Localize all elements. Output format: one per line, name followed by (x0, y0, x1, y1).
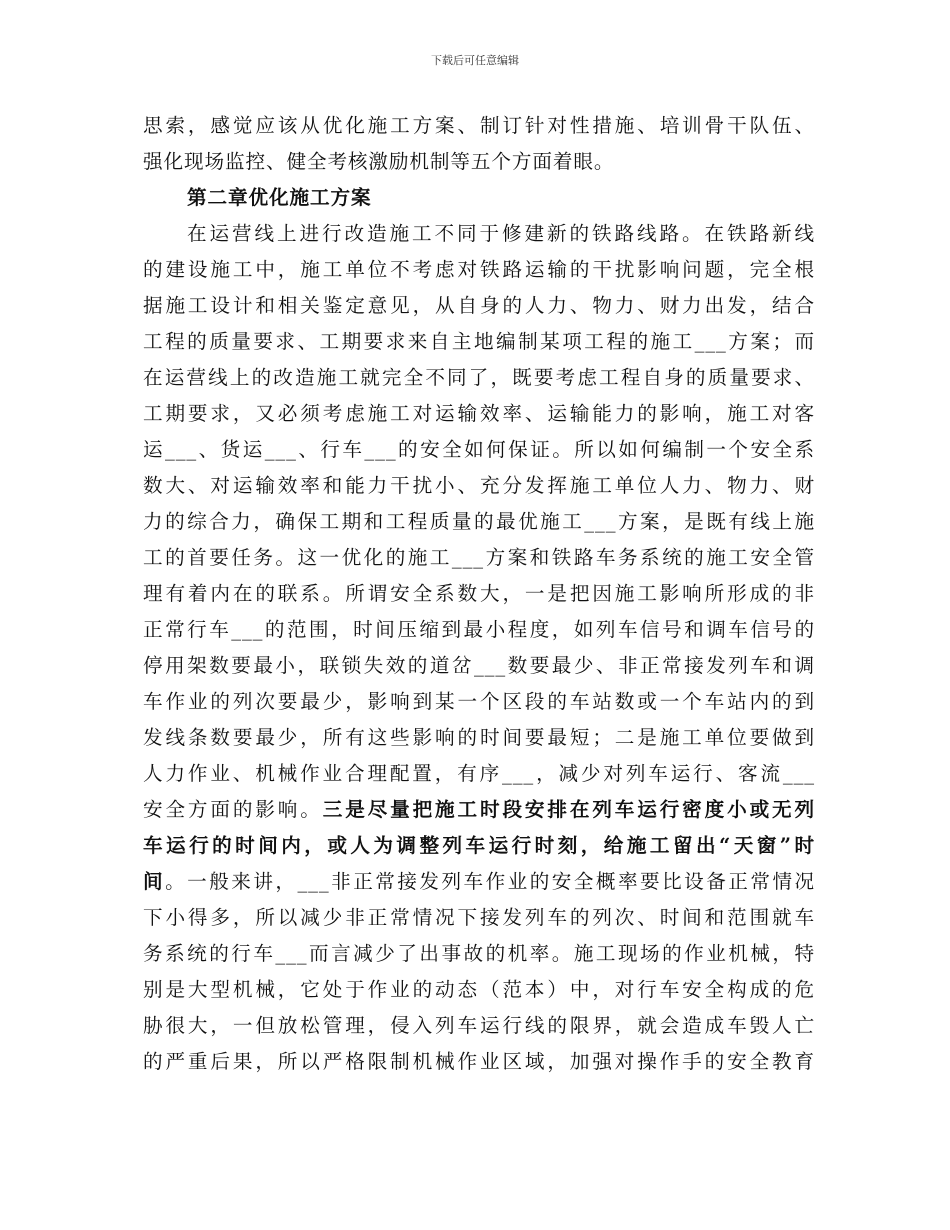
text-line: 的严重后果，所以严格限制机械作业区域，加强对操作手的安全教育 (143, 1050, 815, 1073)
text-line: 力的综合力，确保工期和工程质量的最优施工___方案，是既有线上施 (143, 510, 815, 533)
bold-text-segment: 间 (143, 870, 166, 893)
text-line-mixed (143, 792, 815, 828)
text-line: 理有着内在的联系。所谓安全系数大，一是把因施工影响所形成的非 (143, 582, 815, 605)
text-line: 发线条数要最少，所有这些影响的时间要最短；二是施工单位要做到 (143, 726, 815, 749)
text-line: 据施工设计和相关鉴定意见，从自身的人力、物力、财力出发，结合 (143, 294, 815, 317)
text-line: 数大、对运输效率和能力干扰小、充分发挥施工单位人力、物力、财 (143, 474, 815, 497)
text-line-mixed (143, 864, 815, 900)
bold-text-segment: 三是尽量把施工时段安排在列车运行密度小或无列 (322, 798, 815, 821)
text-line: 强化现场监控、健全考核激励机制等五个方面着眼。 (143, 150, 615, 173)
text-line: 务系统的行车___而言减少了出事故的机率。施工现场的作业机械，特 (143, 942, 815, 965)
text-line: 的建设施工中，施工单位不考虑对铁路运输的干扰影响问题，完全根 (143, 258, 815, 281)
text-line: 工程的质量要求、工期要求来自主地编制某项工程的施工___方案；而 (143, 330, 815, 353)
text-line: 别是大型机械，它处于作业的动态（范本）中，对行车安全构成的危 (143, 978, 815, 1001)
bold-text-line: 车运行的时间内，或人为调整列车运行时刻，给施工留出“天窗”时 (143, 834, 815, 857)
text-line: 工期要求，又必须考虑施工对运输效率、运输能力的影响，施工对客 (143, 402, 815, 425)
page-header: 下载后可任意编辑 (431, 54, 519, 67)
text-line: 在运营线上的改造施工就完全不同了，既要考虑工程自身的质量要求、 (143, 366, 815, 389)
chapter-heading: 第二章优化施工方案 (187, 186, 372, 209)
text-segment: 安全方面的影响。 (143, 798, 323, 821)
text-line: 下小得多，所以减少非正常情况下接发列车的列次、时间和范围就车 (143, 906, 815, 929)
text-line: 工的首要任务。这一优化的施工___方案和铁路车务系统的施工安全管 (143, 546, 815, 569)
text-line: 车作业的列次要最少，影响到某一个区段的车站数或一个车站内的到 (143, 690, 815, 713)
text-line: 正常行车___的范围，时间压缩到最小程度，如列车信号和调车信号的 (143, 618, 815, 641)
text-line: 人力作业、机械作业合理配置，有序___，减少对列车运行、客流___ (143, 762, 815, 785)
text-line: 运___、货运___、行车___的安全如何保证。所以如何编制一个安全系 (143, 438, 815, 461)
text-line: 在运营线上进行改造施工不同于修建新的铁路线路。在铁路新线 (187, 222, 815, 245)
document-body (143, 108, 815, 1080)
text-line: 停用架数要最小，联锁失效的道岔___数要最少、非正常接发列车和调 (143, 654, 815, 677)
text-line: 胁很大，一但放松管理，侵入列车运行线的限界，就会造成车毁人亡 (143, 1014, 815, 1037)
text-segment: 。一般来讲，___非正常接发列车作业的安全概率要比设备正常情况 (165, 870, 815, 893)
text-line: 思索，感觉应该从优化施工方案、制订针对性措施、培训骨干队伍、 (143, 114, 815, 137)
